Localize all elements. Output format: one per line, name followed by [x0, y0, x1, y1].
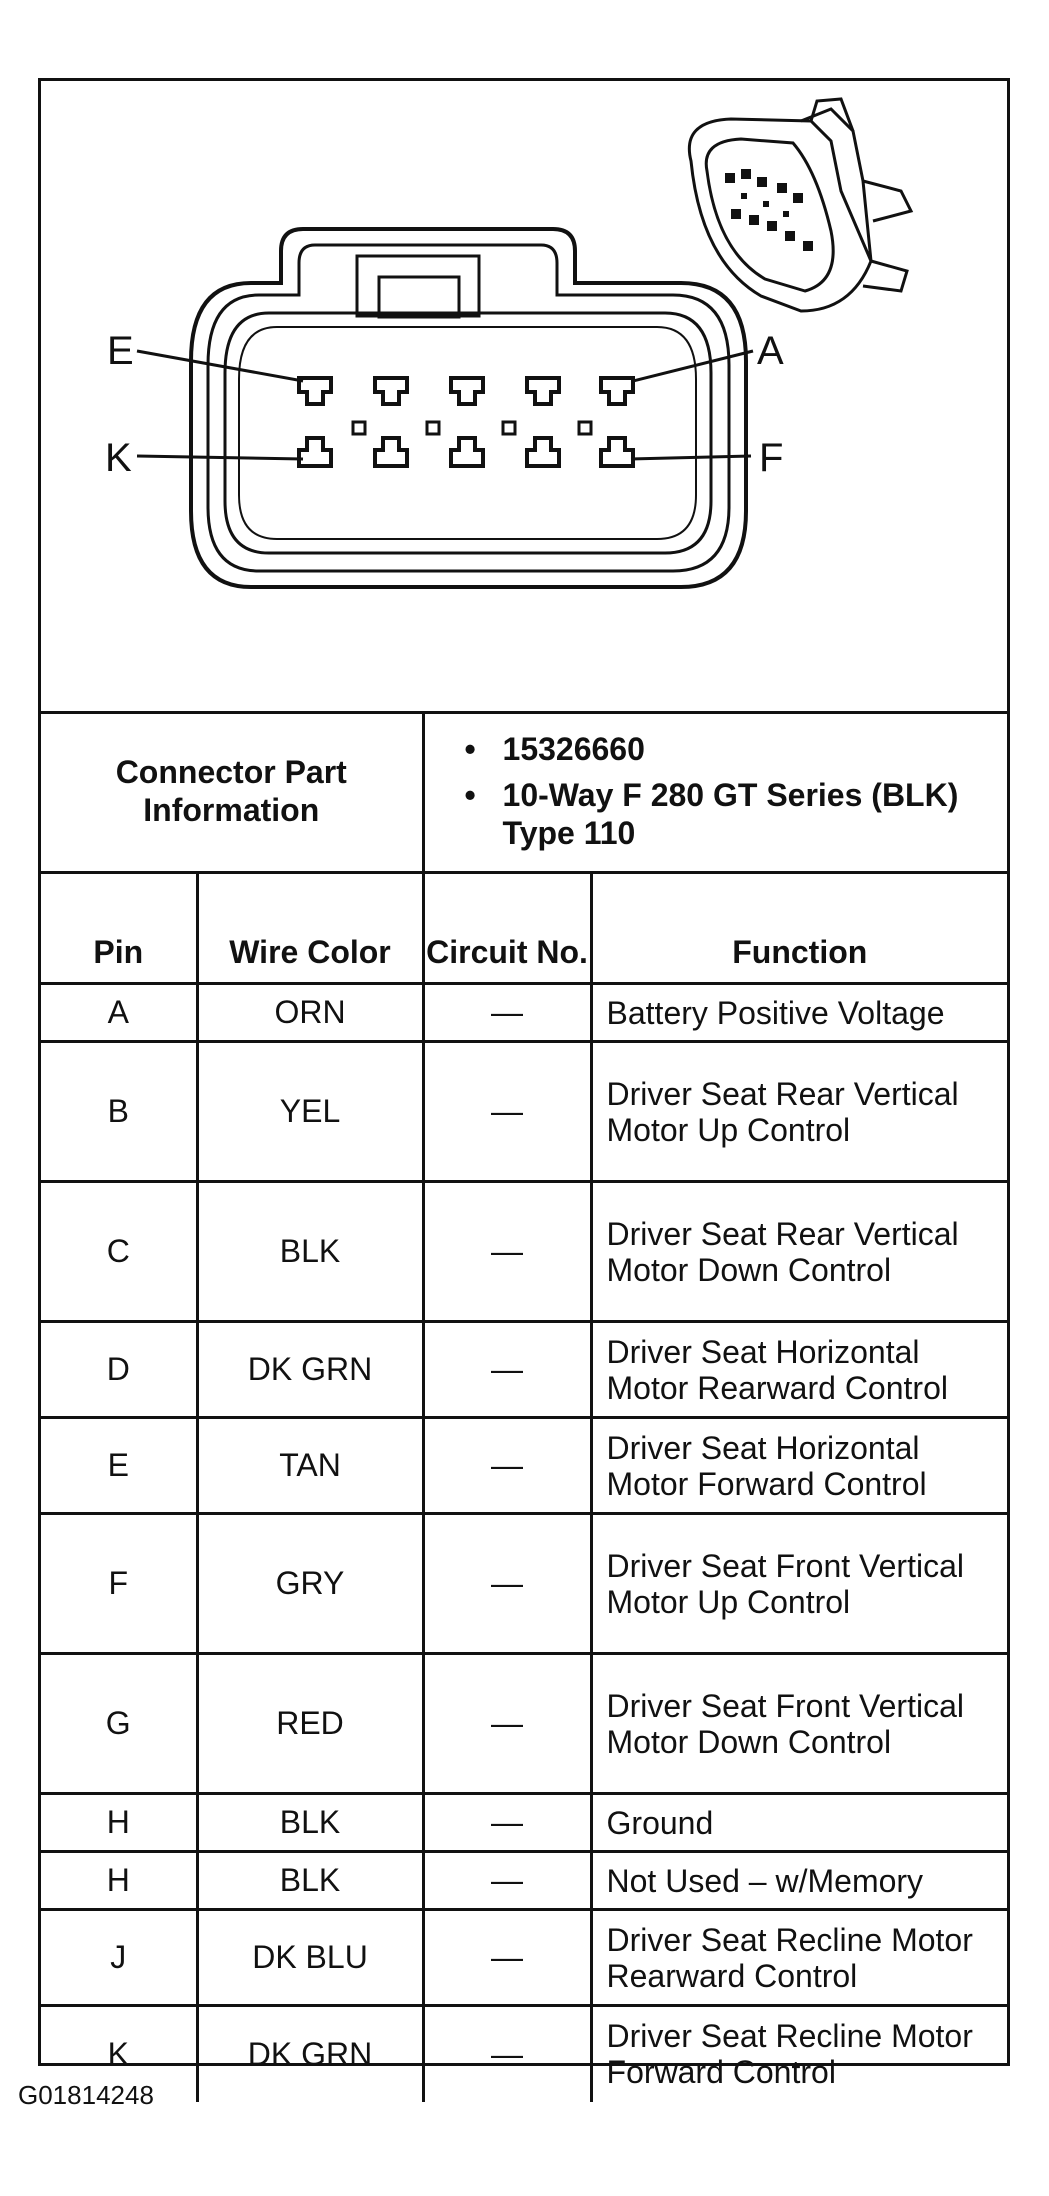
wire-color-cell: BLK: [197, 1794, 423, 1852]
table-row: [41, 984, 1007, 1042]
wire-color-cell: RED: [197, 1654, 423, 1794]
circuit-cell: —: [423, 1182, 591, 1322]
leader-k: [137, 456, 303, 459]
circuit-cell: —: [423, 1654, 591, 1794]
table-row: [41, 1322, 1007, 1418]
connector-info-label: Connector Part Information: [41, 711, 423, 873]
table-row: [41, 1852, 1007, 1910]
circuit-cell: —: [423, 1418, 591, 1514]
table-row: [41, 1910, 1007, 2006]
function-cell: Driver Seat Recline Motor Forward Control: [591, 2006, 1007, 2102]
connector-info-values: [423, 711, 1007, 873]
table-header-row: [41, 873, 1007, 984]
header-circuit-no: Circuit No.: [423, 873, 591, 984]
circuit-cell: —: [423, 1910, 591, 2006]
function-cell: Driver Seat Front Vertical Motor Up Control: [591, 1514, 1007, 1654]
pin-cell: A: [41, 984, 197, 1042]
pinout-table: [41, 711, 1007, 2102]
header-pin: Pin: [41, 873, 197, 984]
terminal-row-top: [299, 378, 633, 404]
pin-cell: D: [41, 1322, 197, 1418]
terminal-row-bottom: [299, 438, 633, 466]
circuit-cell: —: [423, 2006, 591, 2102]
pin-cell: H: [41, 1794, 197, 1852]
table-row: [41, 1418, 1007, 1514]
connector-info-row: [41, 711, 1007, 873]
pin-label-e: E: [107, 329, 134, 373]
pin-cell: B: [41, 1042, 197, 1182]
connector-diagram: [41, 81, 1007, 714]
connector-type: • 10-Way F 280 GT Series (BLK) Type 110: [465, 776, 1008, 852]
connector-perspective-icon: [689, 99, 911, 311]
connector-outline: [191, 229, 746, 587]
leader-e: [137, 351, 303, 381]
table-row: [41, 2006, 1007, 2102]
header-function: Function: [591, 873, 1007, 984]
function-cell: Driver Seat Front Vertical Motor Down Control: [591, 1654, 1007, 1794]
circuit-cell: —: [423, 1852, 591, 1910]
pin-cell: J: [41, 1910, 197, 2006]
keying-squares: [353, 422, 591, 434]
wire-color-cell: DK GRN: [197, 2006, 423, 2102]
wire-color-cell: DK BLU: [197, 1910, 423, 2006]
function-cell: Ground: [591, 1794, 1007, 1852]
pin-label-k: K: [105, 436, 132, 480]
circuit-cell: —: [423, 1514, 591, 1654]
pin-cell: E: [41, 1418, 197, 1514]
wire-color-cell: TAN: [197, 1418, 423, 1514]
function-cell: Driver Seat Recline Motor Rearward Control: [591, 1910, 1007, 2006]
circuit-cell: —: [423, 1042, 591, 1182]
circuit-cell: —: [423, 984, 591, 1042]
table-row: [41, 1182, 1007, 1322]
header-wire-color: Wire Color: [197, 873, 423, 984]
wire-color-cell: BLK: [197, 1182, 423, 1322]
connector-part-number: • 15326660: [465, 730, 1008, 768]
wire-color-cell: YEL: [197, 1042, 423, 1182]
wire-color-cell: GRY: [197, 1514, 423, 1654]
table-row: [41, 1794, 1007, 1852]
circuit-cell: —: [423, 1794, 591, 1852]
function-cell: Battery Positive Voltage: [591, 984, 1007, 1042]
connector-frame: [38, 78, 1010, 2091]
pin-cell: H: [41, 1852, 197, 1910]
function-cell: Driver Seat Rear Vertical Motor Up Control: [591, 1042, 1007, 1182]
function-cell: Driver Seat Horizontal Motor Rearward Control: [591, 1322, 1007, 1418]
pin-label-a: A: [757, 329, 784, 373]
latch: [357, 256, 479, 316]
pin-cell: C: [41, 1182, 197, 1322]
function-cell: Driver Seat Horizontal Motor Forward Control: [591, 1418, 1007, 1514]
function-cell: Driver Seat Rear Vertical Motor Down Control: [591, 1182, 1007, 1322]
circuit-cell: —: [423, 1322, 591, 1418]
table-row: [41, 1042, 1007, 1182]
table-row: [41, 1514, 1007, 1654]
wire-color-cell: DK GRN: [197, 1322, 423, 1418]
table-row: [41, 1654, 1007, 1794]
pin-label-f: F: [759, 436, 784, 480]
pin-cell: G: [41, 1654, 197, 1794]
connector-face-illustration: [41, 81, 1007, 711]
wire-color-cell: BLK: [197, 1852, 423, 1910]
leader-f: [631, 456, 751, 459]
function-cell: Not Used – w/Memory: [591, 1852, 1007, 1910]
pin-cell: K: [41, 2006, 197, 2102]
pin-cell: F: [41, 1514, 197, 1654]
wire-color-cell: ORN: [197, 984, 423, 1042]
figure-id: G01814248: [18, 2080, 154, 2110]
